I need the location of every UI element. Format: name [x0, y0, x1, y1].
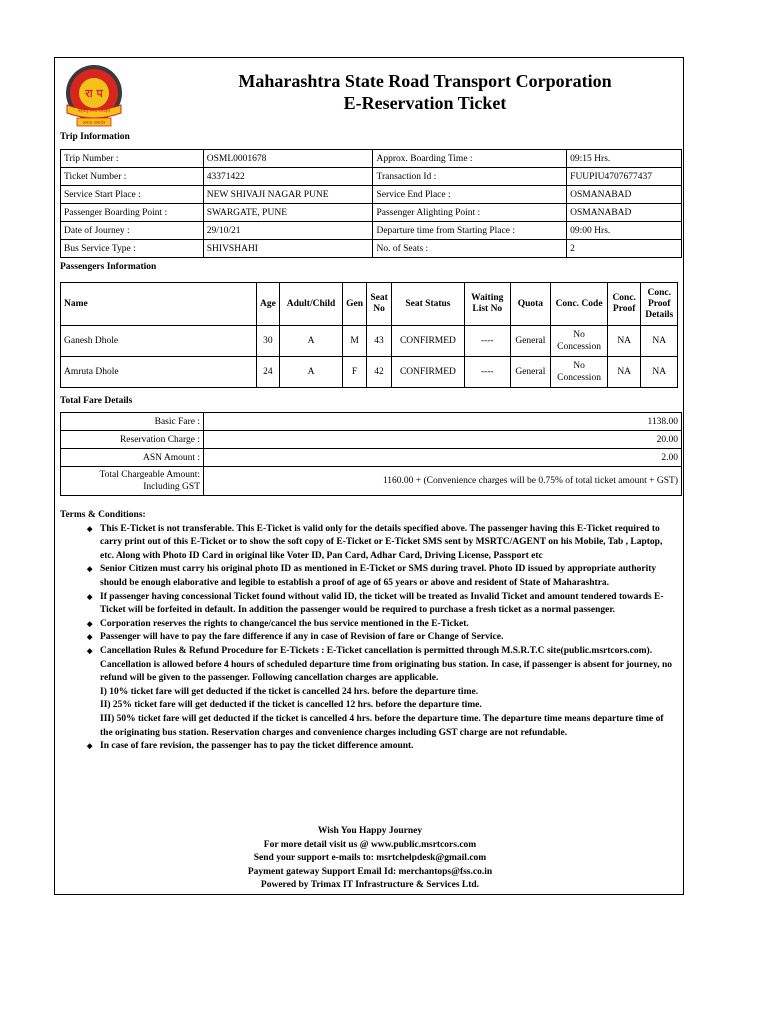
- trip-info-table: [60, 149, 682, 258]
- ticket-sheet: [54, 57, 684, 895]
- fare-table: [60, 412, 682, 496]
- bullet-diamond-icon: ◆: [87, 619, 93, 628]
- passenger-column-header: Seat No: [367, 283, 392, 326]
- terms-item-text: In case of fare revision, the passenger has to pay the ticket difference amount.: [100, 741, 414, 752]
- trip-label: Bus Service Type :: [61, 240, 204, 258]
- passenger-cell: No Concession: [551, 357, 608, 388]
- passenger-cell: A: [280, 326, 343, 357]
- trip-value: OSMANABAD: [567, 204, 682, 222]
- passenger-column-header: Conc. Code: [551, 283, 608, 326]
- passenger-cell: F: [342, 357, 366, 388]
- passengers-table: [60, 282, 678, 388]
- trip-label: No. of Seats :: [373, 240, 567, 258]
- bullet-diamond-icon: ◆: [87, 633, 93, 642]
- passenger-cell: 30: [256, 326, 279, 357]
- terms-item-text: This E-Ticket is not transferable. This E-Ticket is valid only for the details specified above. The passenger having this E-Ticket required to carry print out of this E-Ticket or to show the soft copy of E-Ticket or E-Ticket SMS sent by MSRTC/AGENT on his Mobile, Tab , Laptop, etc. Along with Photo ID Card in original like Voter ID, Pan Card, Adhar Card, Driving License, Passport etc: [100, 523, 663, 561]
- trip-label: Service End Place :: [373, 186, 567, 204]
- trip-row: [61, 150, 682, 168]
- passenger-cell: No Concession: [551, 326, 608, 357]
- footer: [60, 825, 680, 893]
- trip-label: Passenger Boarding Point :: [61, 204, 204, 222]
- asn-amount-label: ASN Amount :: [61, 449, 204, 467]
- footer-support-email: Send your support e-mails to: msrtchelpdesk@gmail.com: [253, 853, 487, 864]
- total-label-line2: Including GST: [143, 482, 200, 492]
- passenger-cell: NA: [641, 357, 678, 388]
- trip-row: [61, 168, 682, 186]
- asn-amount-value: 2.00: [204, 449, 682, 467]
- passenger-row: [61, 326, 678, 357]
- ticket-title: [175, 70, 675, 114]
- footer-powered-by: Powered by Trimax IT Infrastructure & Services Ltd.: [260, 880, 480, 891]
- passenger-cell: General: [510, 357, 551, 388]
- passenger-cell: 43: [367, 326, 392, 357]
- total-label-line1: Total Chargeable Amount:: [99, 470, 200, 480]
- trip-value: 2: [567, 240, 682, 258]
- trip-label: Service Start Place :: [61, 186, 204, 204]
- terms-item: [87, 523, 678, 564]
- passenger-column-header: Quota: [510, 283, 551, 326]
- passenger-cell: CONFIRMED: [391, 357, 464, 388]
- terms-item: [87, 591, 678, 618]
- reservation-charge-value: 20.00: [204, 431, 682, 449]
- trip-info-heading: Trip Information: [60, 132, 130, 142]
- terms-item: [87, 618, 678, 632]
- trip-value: OSML0001678: [203, 150, 373, 168]
- trip-label: Date of Journey :: [61, 222, 204, 240]
- passengers-info-heading: Passengers Information: [60, 262, 157, 272]
- passenger-column-header: Age: [256, 283, 279, 326]
- fare-heading: Total Fare Details: [60, 396, 133, 406]
- cancellation-charge-item: II) 25% ticket fare will get deducted if the ticket is cancelled 12 hrs. before the departure time.: [100, 700, 482, 711]
- passenger-column-header: Waiting List No: [464, 283, 510, 326]
- cancellation-charge-item: III) 50% ticket fare will get deducted if the ticket is cancelled 4 hrs. before the departure time. The departure time means departure time of the originating bus station. Reservation charges and convenience charges including GST charge are not refundable.: [100, 713, 664, 738]
- corporation-name: Maharashtra State Road Transport Corporation: [238, 71, 612, 91]
- cancellation-charge-item: I) 10% ticket fare will get deducted if the ticket is cancelled 24 hrs. before the departure time.: [100, 686, 479, 697]
- bullet-diamond-icon: ◆: [87, 742, 93, 751]
- passenger-cell: NA: [607, 357, 640, 388]
- terms-item: [87, 645, 678, 686]
- trip-value: SHIVSHAHI: [203, 240, 373, 258]
- terms-item: [87, 631, 678, 645]
- terms-item-text: Senior Citizen must carry his original photo ID as mentioned in E-Ticket or SMS during travel. Photo ID issued by appropriate authority should be enough elaborative and legible to establish a proof of age of 65 years or above and resident of State of Maharashtra.: [100, 564, 657, 588]
- passenger-cell: NA: [641, 326, 678, 357]
- terms-section: [60, 509, 678, 754]
- reservation-charge-label: Reservation Charge :: [61, 431, 204, 449]
- trip-value: NEW SHIVAJI NAGAR PUNE: [203, 186, 373, 204]
- svg-text:महाराष्ट्र राज्य परिवहन: महाराष्ट्र राज्य परिवहन: [78, 108, 110, 113]
- passenger-cell: Ganesh Dhole: [61, 326, 257, 357]
- trip-value: FUUPIU4707677437: [567, 168, 682, 186]
- terms-list: [60, 523, 678, 754]
- total-amount-label: [61, 467, 204, 496]
- passenger-cell: ----: [464, 326, 510, 357]
- trip-row: [61, 204, 682, 222]
- passenger-column-header: Seat Status: [391, 283, 464, 326]
- basic-fare-value: 1138.00: [204, 413, 682, 431]
- trip-row: [61, 240, 682, 258]
- bullet-diamond-icon: ◆: [87, 592, 93, 601]
- trip-label: Ticket Number :: [61, 168, 204, 186]
- basic-fare-label: Basic Fare :: [61, 413, 204, 431]
- passenger-column-header: Conc. Proof: [607, 283, 640, 326]
- footer-website: For more detail visit us @ www.public.msrtcors.com: [263, 839, 477, 850]
- terms-item-text: Passenger will have to pay the fare difference if any in case of Revision of fare or Change of Service.: [100, 632, 504, 643]
- passenger-row: [61, 357, 678, 388]
- terms-item-text: If passenger having concessional Ticket found without valid ID, the ticket will be treated as Invalid Ticket and amount tendered towards E-Ticket will be forfeited in default. In addition the passenger would be required to purchase a fresh ticket as a normal passenger.: [100, 591, 664, 616]
- terms-item: [87, 563, 678, 590]
- passenger-cell: 24: [256, 357, 279, 388]
- passenger-cell: ----: [464, 357, 510, 388]
- trip-label: Trip Number :: [61, 150, 204, 168]
- terms-heading: Terms & Conditions:: [60, 510, 146, 520]
- passenger-column-header: Adult/Child: [280, 283, 343, 326]
- passenger-cell: NA: [607, 326, 640, 357]
- passenger-cell: 42: [367, 357, 392, 388]
- trip-value: 43371422: [203, 168, 373, 186]
- fare-row-reservation: [61, 431, 682, 449]
- bullet-diamond-icon: ◆: [87, 565, 93, 574]
- passenger-cell: General: [510, 326, 551, 357]
- trip-value: OSMANABAD: [567, 186, 682, 204]
- terms-item-text: Corporation reserves the rights to change/cancel the bus service mentioned in the E-Ticket.: [100, 618, 469, 629]
- passenger-cell: CONFIRMED: [391, 326, 464, 357]
- msrtc-logo: [63, 63, 125, 127]
- trip-label: Departure time from Starting Place :: [373, 222, 567, 240]
- fare-row-basic: [61, 413, 682, 431]
- svg-text:जनता जनार्दन: जनता जनार्दन: [82, 121, 106, 126]
- footer-payment-email: Payment gateway Support Email Id: merchantops@fss.co.in: [247, 866, 493, 877]
- trip-label: Approx. Boarding Time :: [373, 150, 567, 168]
- passenger-column-header: Name: [61, 283, 257, 326]
- trip-value: 29/10/21: [203, 222, 373, 240]
- bullet-diamond-icon: ◆: [87, 646, 93, 655]
- total-amount-value: 1160.00 + (Convenience charges will be 0.75% of total ticket amount + GST): [204, 467, 682, 496]
- trip-row: [61, 222, 682, 240]
- trip-label: Transaction Id :: [373, 168, 567, 186]
- terms-item-text: Cancellation Rules & Refund Procedure for E-Tickets : E-Ticket cancellation is permitted through M.S.R.T.C site(public.msrtcors.com). Cancellation is allowed before 4 hours of scheduled departure time from originating bus station. In case, if passenger is absent for journey, no refund will be given to the passenger. Following cancellation charges are applicable.: [100, 645, 673, 684]
- fare-row-asn: [61, 449, 682, 467]
- terms-item: [87, 740, 678, 754]
- bullet-diamond-icon: ◆: [87, 524, 93, 533]
- trip-value: 09:00 Hrs.: [567, 222, 682, 240]
- passenger-cell: M: [342, 326, 366, 357]
- ticket-type: E-Reservation Ticket: [343, 93, 507, 113]
- passenger-cell: A: [280, 357, 343, 388]
- svg-text:रा प: रा प: [85, 87, 103, 100]
- trip-row: [61, 186, 682, 204]
- passenger-column-header: Gen: [342, 283, 366, 326]
- passenger-column-header: Conc. Proof Details: [641, 283, 678, 326]
- footer-greeting: Wish You Happy Journey: [317, 826, 423, 836]
- passenger-cell: Amruta Dhole: [61, 357, 257, 388]
- trip-value: SWARGATE, PUNE: [203, 204, 373, 222]
- fare-row-total: [61, 467, 682, 496]
- trip-label: Passenger Alighting Point :: [373, 204, 567, 222]
- trip-value: 09:15 Hrs.: [567, 150, 682, 168]
